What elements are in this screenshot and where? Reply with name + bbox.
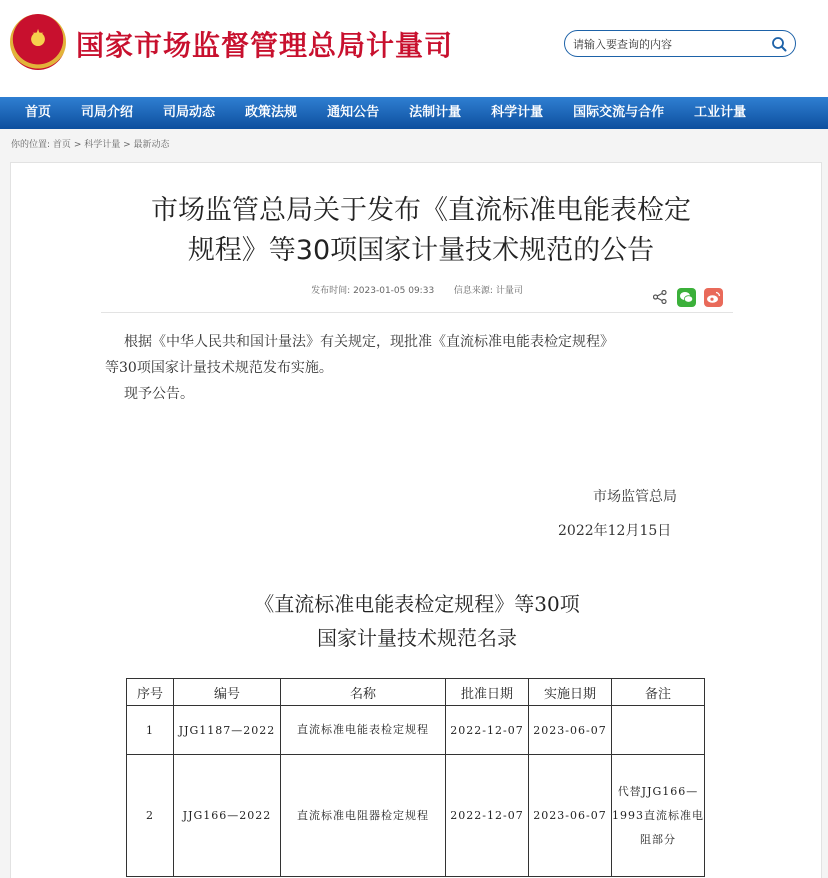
- title-divider: [101, 312, 733, 313]
- table-row: [127, 755, 705, 877]
- nav-international[interactable]: 国际交流与合作: [573, 105, 665, 120]
- wechat-share-icon[interactable]: [677, 288, 696, 307]
- search-box: [564, 30, 796, 57]
- breadcrumb-latest-news[interactable]: 最新动态: [133, 140, 170, 150]
- share-bar: [653, 287, 723, 307]
- cell-code: JJG1187—2022: [174, 706, 281, 755]
- site-title[interactable]: 国家市场监督管理总局计量司: [76, 29, 454, 62]
- nav-news[interactable]: 司局动态: [163, 105, 216, 120]
- signature: 市场监管总局: [593, 489, 677, 505]
- cell-remark: 代替JJG166—1993直流标准电阻部分: [612, 755, 705, 877]
- cell-remark: [612, 706, 705, 755]
- regulation-table: [126, 678, 705, 877]
- article-title: [101, 191, 741, 271]
- nav-home[interactable]: 首页: [25, 105, 52, 120]
- source-label: 信息来源:: [453, 286, 493, 296]
- header-no: 序号: [127, 679, 174, 706]
- nav-notice[interactable]: 通知公告: [327, 105, 380, 120]
- nav-legal-metrology[interactable]: 法制计量: [409, 105, 462, 120]
- header-approve-date: 批准日期: [446, 679, 529, 706]
- weibo-share-icon[interactable]: [704, 288, 723, 307]
- cell-code: JJG166—2022: [174, 755, 281, 877]
- publish-time: 2023-01-05 09:33: [353, 286, 435, 296]
- breadcrumb-scientific-metrology[interactable]: 科学计量: [84, 140, 121, 150]
- body-paragraph-line1: 根据《中华人民共和国计量法》有关规定，现批准《直流标准电能表检定规程》: [124, 334, 614, 350]
- breadcrumb-separator: >: [123, 140, 131, 150]
- main-nav: [0, 97, 828, 129]
- national-emblem-icon[interactable]: ★: [10, 14, 66, 70]
- cell-no: 1: [127, 706, 174, 755]
- nav-industrial-metrology[interactable]: 工业计量: [694, 105, 747, 120]
- cell-implement-date: 2023-06-07: [529, 755, 612, 877]
- search-input[interactable]: [573, 35, 763, 53]
- body-paragraph-line2: 等30项国家计量技术规范发布实施。: [105, 360, 333, 376]
- publish-time-label: 发布时间:: [311, 286, 351, 296]
- cell-approve-date: 2022-12-07: [446, 755, 529, 877]
- list-title-line2: 国家计量技术规范名录: [317, 626, 517, 650]
- article-container: [10, 162, 822, 878]
- table-row: [127, 706, 705, 755]
- breadcrumb-label: 你的位置:: [11, 140, 51, 150]
- breadcrumb-home[interactable]: 首页: [52, 140, 71, 150]
- header-name: 名称: [281, 679, 446, 706]
- source: 计量司: [495, 286, 523, 296]
- nav-about[interactable]: 司局介绍: [81, 105, 134, 120]
- search-icon[interactable]: [771, 36, 787, 52]
- article-title-line1: 市场监管总局关于发布《直流标准电能表检定: [151, 195, 691, 226]
- cell-name: 直流标准电能表检定规程: [281, 706, 446, 755]
- article-title-line2: 规程》等30项国家计量技术规范的公告: [187, 235, 655, 266]
- share-icon[interactable]: [653, 290, 667, 304]
- cell-name: 直流标准电阻器检定规程: [281, 755, 446, 877]
- breadcrumb-separator: >: [73, 140, 82, 150]
- header-remark: 备注: [612, 679, 705, 706]
- header-implement-date: 实施日期: [529, 679, 612, 706]
- list-title-line1: 《直流标准电能表检定规程》等30项: [254, 592, 580, 616]
- nav-policy[interactable]: 政策法规: [245, 105, 298, 120]
- nav-scientific-metrology[interactable]: 科学计量: [491, 105, 544, 120]
- cell-implement-date: 2023-06-07: [529, 706, 612, 755]
- cell-approve-date: 2022-12-07: [446, 706, 529, 755]
- table-header-row: [127, 679, 705, 706]
- site-header: [0, 0, 828, 97]
- breadcrumb: [0, 129, 828, 161]
- cell-no: 2: [127, 755, 174, 877]
- body-announcement: 现予公告。: [124, 386, 194, 402]
- announcement-date: 2022年12月15日: [558, 523, 672, 539]
- header-code: 编号: [174, 679, 281, 706]
